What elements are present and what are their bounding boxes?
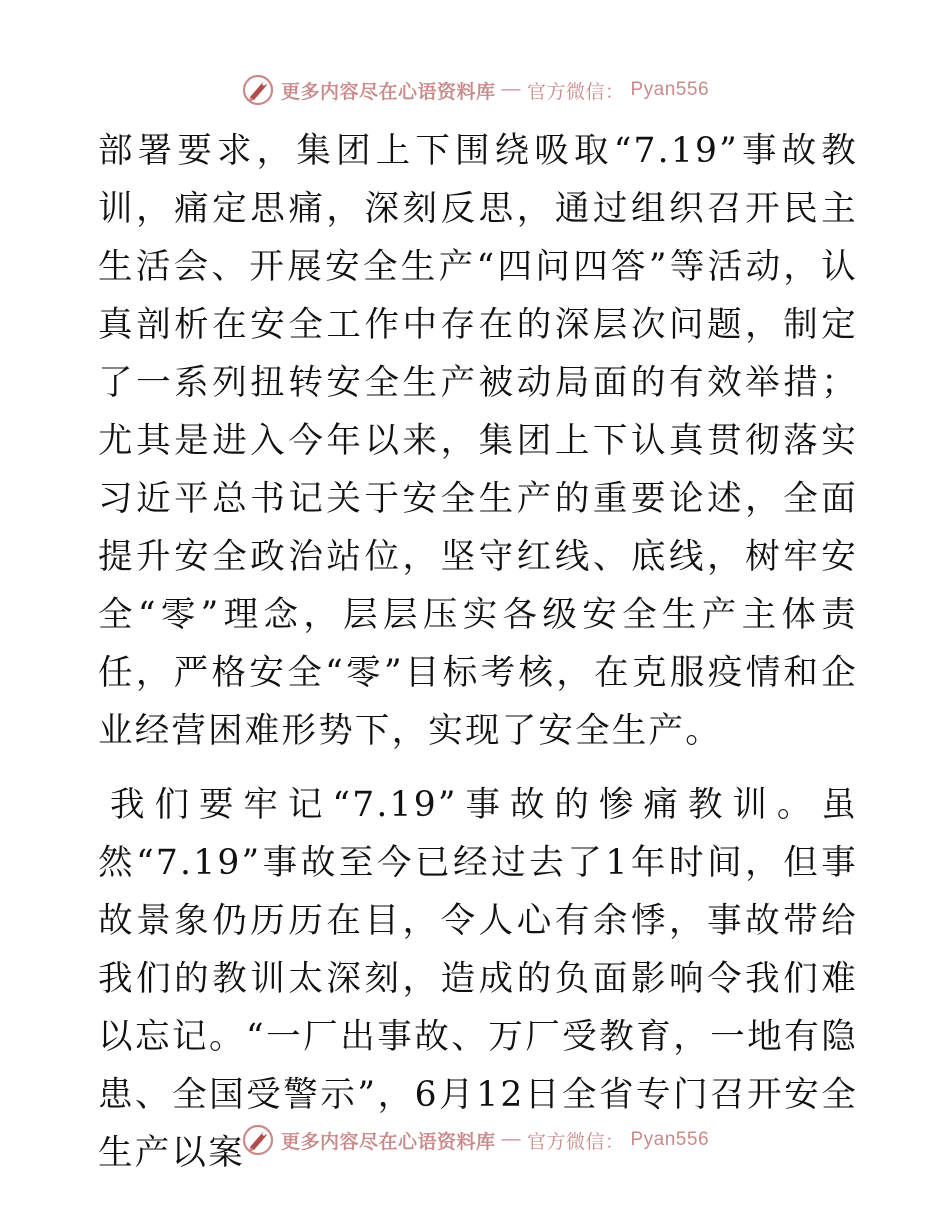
watermark-brand: 更多内容尽在心语资料库 — [280, 80, 496, 103]
watermark-brand: 更多内容尽在心语资料库 — [280, 1130, 496, 1153]
header-watermark — [0, 68, 950, 112]
watermark-wechat-label: 官方微信： — [526, 80, 625, 103]
watermark-text-group — [241, 73, 709, 107]
watermark-text-group — [241, 1123, 709, 1157]
footer-watermark — [0, 1118, 950, 1162]
body-paragraph-1: 部署要求，集团上下围绕吸取“7.19”事故教训，痛定思痛，深刻反思，通过组织召开民主生活会、开展安全生产“四问四答”等活动，认真剖析在安全工作中存在的深层次问题，制定了一系列扭转安全生产被动局面的有效举措；尤其是进入今年以来，集团上下认真贯彻落实习近平总书记关于安全生产的重要论述，全面提升安全政治站位，坚守红线、底线，树牢安全“零”理念，层层压实各级安全生产主体责任，严格安全“零”目标考核，在克服疫情和企业经营困难形势下，实现了安全生产。 — [98, 131, 858, 751]
document-body — [98, 122, 858, 1182]
watermark-wechat-label: 官方微信： — [526, 1130, 625, 1153]
watermark-wechat-id: Pyan556 — [630, 79, 710, 100]
watermark-separator: — — [501, 1129, 521, 1150]
body-paragraph-2: 我们要牢记“7.19”事故的惨痛教训。虽然“7.19”事故至今已经过去了1年时间，但事故景象仍历历在目，令人心有余悸，事故带给我们的教训太深刻，造成的负面影响令我们难以忘记。“一厂出事故、万厂受教育，一地有隐患、全国受警示”，6月12日全省专门召开安全生产以案 — [98, 785, 858, 1173]
pen-nib-logo-icon — [241, 1123, 275, 1157]
pen-nib-logo-icon — [241, 73, 275, 107]
watermark-wechat-id: Pyan556 — [630, 1129, 710, 1150]
watermark-separator: — — [501, 79, 521, 100]
